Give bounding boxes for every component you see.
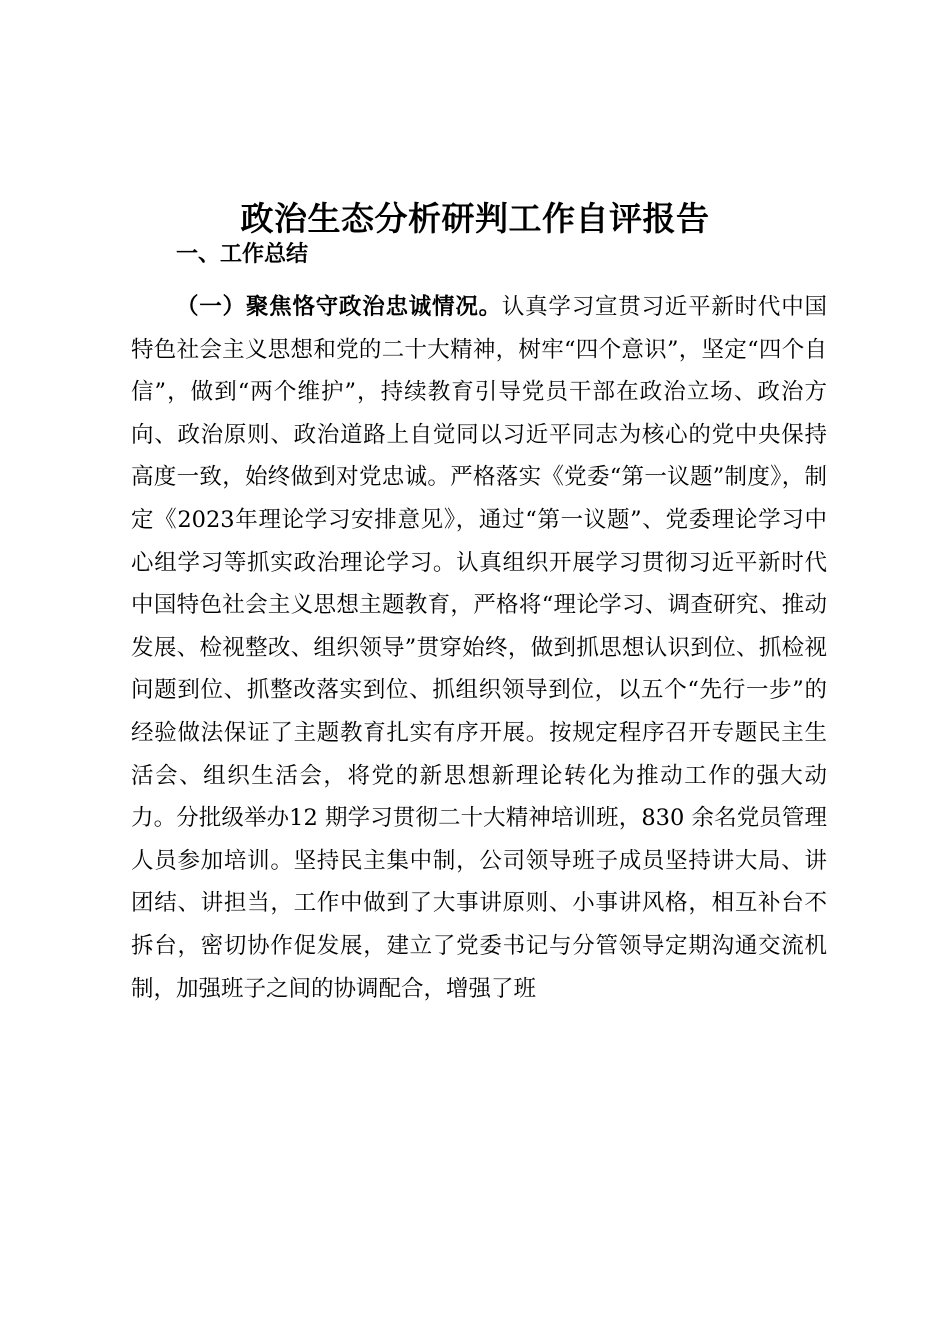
paragraph-body-text: 认真学习宣贯习近平新时代中国特色社会主义思想和党的二十大精神，树牢“四个意识”，坚定“四个自信”，做到“两个维护”，持续教育引导党员干部在政治立场、政治方向、政治原则、政治道路上自觉同以习近平同志为核心的党中央保持高度一致，始终做到对党忠诚。严格落实《党委“第一议题”制度》，制定《2023年理论学习安排意见》，通过“第一议题”、党委理论学习中心组学习等抓实政治理论学习。认真组织开展学习贯彻习近平新时代中国特色社会主义思想主题教育，严格将“理论学习、调查研究、推动发展、检视整改、组织领导”贯穿始终，做到抓思想认识到位、抓检视问题到位、抓整改落实到位、抓组织领导到位，以五个“先行一步”的经验做法保证了主题教育扎实有序开展。按规定程序召开专题民主生活会、组织生活会，将党的新思想新理论转化为推动工作的强大动力。分批级举办12 期学习贯彻二十大精神培训班，830 余名党员管理人员参加培训。坚持民主集中制，公司领导班子成员坚持讲大局、讲团结、讲担当，工作中做到了大事讲原则、小事讲风格，相互补台不拆台，密切协作促发展，建立了党委书记与分管领导定期沟通交流机制，加强班子之间的协调配合，增强了班 [131, 294, 827, 1002]
document-title: 政治生态分析研判工作自评报告 [240, 199, 710, 238]
paragraph-lead-heading: （一）聚焦恪守政治忠诚情况。 [176, 294, 502, 320]
body-paragraph [131, 286, 827, 1010]
section-heading: 一、工作总结 [176, 242, 309, 267]
